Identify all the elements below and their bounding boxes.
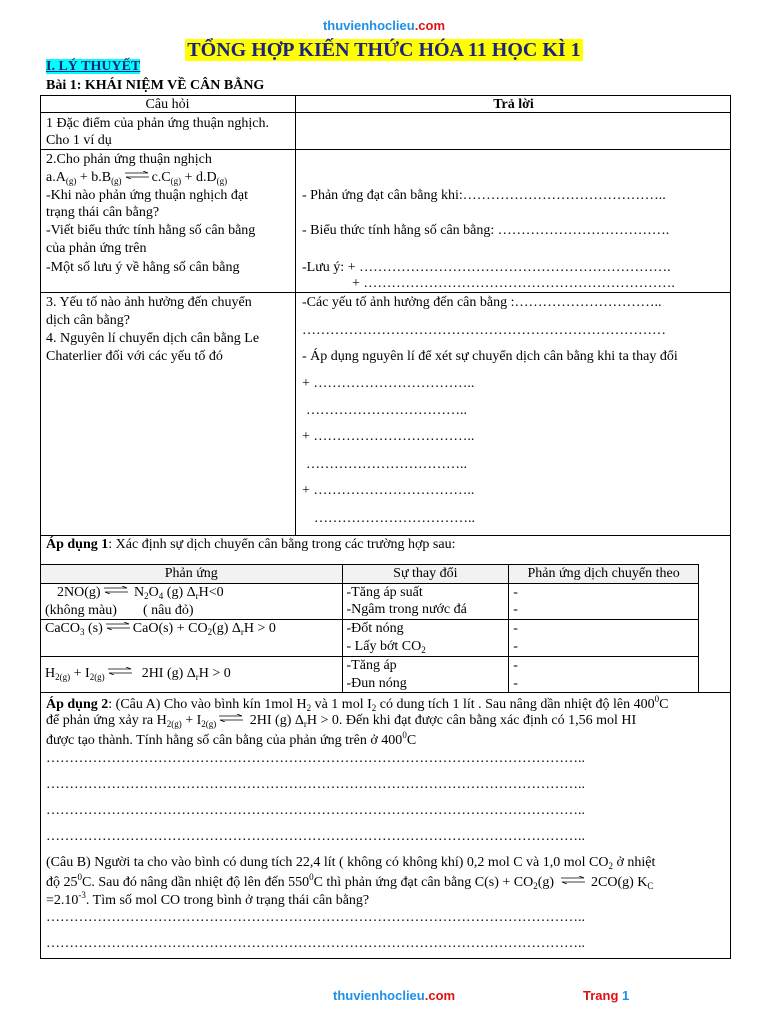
question-2-line: -Khi nào phản ứng thuận nghịch đạt: [46, 188, 248, 203]
site-header: [0, 18, 768, 34]
answer-2-line: - Biểu thức tính hằng số cân bằng: ……………………………….: [302, 223, 670, 238]
footer-site: thuvienhoclieu.com: [333, 988, 456, 1003]
answer-3-line: -Các yếu tố ảnh hưởng đến cân bằng :…………………………..: [302, 295, 662, 310]
equilibrium-arrow-icon: [105, 622, 131, 630]
apdung1-table: [40, 564, 699, 693]
section-heading: I. LÝ THUYẾT: [46, 59, 141, 74]
reaction-cell: $H_{2(g)} + I_{2(g)}$ 2HI (g) $\Delta_rH > 0$: [41, 657, 343, 693]
shift-cell: - -: [509, 657, 699, 693]
answer-3-line: ……………………………..: [306, 457, 467, 472]
table-header: Phản ứng dịch chuyển theo: [509, 565, 699, 584]
apdung2-line: được tạo thành. Tính hằng số cân bằng của phản ứng trên ở $400^0C$: [46, 730, 417, 748]
answer-3-line: + ……………………………..: [302, 483, 475, 498]
answer-dots: ……………………………………………………………………………………………………..: [46, 829, 585, 844]
shift-cell: - -: [509, 583, 699, 620]
shift-cell: - -: [509, 620, 699, 657]
apdung1-heading: Áp dụng 1: Xác định sự dịch chuyển cân bằng trong các trường hợp sau:: [46, 537, 456, 552]
page-title: TỔNG HỢP KIẾN THỨC HÓA 11 HỌC KÌ 1: [187, 39, 581, 61]
answer-3-line: - Áp dụng nguyên lí để xét sự chuyển dịch cân bằng khi ta thay đổi: [302, 349, 678, 364]
table-row: [41, 620, 699, 657]
equilibrium-arrow-icon: [124, 171, 150, 179]
answer-2-line: -Lưu ý: + ………………………………………………………….: [302, 260, 671, 275]
answer-3-line: ……………………………..: [306, 403, 467, 418]
answer-3-line: ……………………………………………………………………: [302, 323, 666, 338]
reaction-cell: 2NO(g) $N_2O_4$ (g) $\Delta_rH<0$ (không màu) ( nâu đỏ): [41, 583, 343, 620]
question-2-line: của phản ứng trên: [46, 241, 147, 256]
cauB-line: độ $25^0C$. Sau đó nâng dần nhiệt độ lên đến $550^0C$ thì phản ứng đạt cân bằng $C(s) + CO_2(g)$ 2CO(g) $K_C$: [46, 872, 654, 891]
site-name: thuvienhoclieu: [322, 18, 415, 33]
equilibrium-arrow-icon: [560, 876, 586, 884]
cauB-line: $=2.10^{-3}$. Tìm số mol CO trong bình ở trạng thái cân bằng?: [46, 890, 370, 908]
site-domain: .com: [414, 18, 446, 33]
table-header-row: [41, 565, 699, 584]
row-divider: [40, 149, 731, 150]
answer-dots: ……………………………………………………………………………………………………..: [46, 751, 585, 766]
page-number: Trang 1: [583, 988, 630, 1003]
question-2-line: trạng thái cân bằng?: [46, 205, 160, 220]
equilibrium-arrow-icon: [107, 667, 133, 675]
question-3-line: dịch cân bằng?: [46, 313, 130, 328]
question-4-line: Chaterlier đối với các yếu tố đó: [46, 349, 223, 364]
apdung2-line: để phản ứng xảy ra $H_{2(g)} + I_{2(g)}$ 2HI (g) $\Delta_rH > 0$. Đến khi đạt được cân bằng xác định có 1,56 mol HI: [46, 713, 637, 729]
reaction-cell: CaCO$_3$ (s) $CaO(s) + CO_2(g) \Delta_rH > 0$: [41, 620, 343, 657]
change-cell: -Tăng áp -Đun nóng: [342, 657, 509, 693]
question-2-line: -Viết biểu thức tính hằng số cân bằng: [46, 223, 256, 238]
answer-dots: ……………………………………………………………………………………………………..: [46, 777, 585, 792]
question-2-intro: 2.Cho phản ứng thuận nghịch: [46, 152, 212, 167]
answer-3-line: + ……………………………..: [302, 376, 475, 391]
answer-3-line: + ……………………………..: [302, 429, 475, 444]
answer-3-line: ……………………………..: [314, 511, 475, 526]
answer-dots: ……………………………………………………………………………………………………..: [46, 936, 585, 951]
question-4-line: 4. Nguyên lí chuyển dịch cân bằng Le: [46, 331, 260, 346]
question-1-line: Cho 1 ví dụ: [46, 133, 112, 148]
lesson-heading: Bài 1: KHÁI NIỆM VỀ CÂN BẰNG: [46, 78, 265, 93]
answer-dots: ……………………………………………………………………………………………………..: [46, 910, 585, 925]
table-header: Sự thay đổi: [342, 565, 509, 584]
answer-dots: ……………………………………………………………………………………………………..: [46, 803, 585, 818]
answer-2-line: - Phản ứng đạt cân bằng khi:……………………………………..: [302, 188, 666, 203]
table-row: [41, 657, 699, 693]
question-2-equation: $a.A_{(g)} + b.B_{(g)}$ $c.C_{(g)} + d.D_{(g)}$: [46, 170, 228, 186]
answer-2-line: + ………………………………………………………….: [352, 276, 675, 291]
change-cell: -Tăng áp suất -Ngâm trong nước đá: [342, 583, 509, 620]
column-header-question: Câu hỏi: [145, 97, 190, 112]
equilibrium-arrow-icon: [103, 586, 129, 594]
change-cell: -Đốt nóng - Lấy bớt $CO_2$: [342, 620, 509, 657]
apdung2-line: Áp dụng 2: (Câu A) Cho vào bình kín 1mol $H_2$ và 1 mol $I_2$ có dung tích 1 lít . Sau nâng dần nhiệt độ lên $400^0C$: [46, 694, 669, 713]
table-row: [41, 583, 699, 620]
question-2-line: -Một số lưu ý về hằng số cân bằng: [46, 260, 240, 275]
cauB-line: (Câu B) Người ta cho vào bình có dung tích 22,4 lít ( không có không khí) 0,2 mol C và 1,0 mol $CO_2$ ở nhiệt: [46, 855, 656, 871]
equilibrium-arrow-icon: [218, 714, 244, 722]
question-3-line: 3. Yếu tố nào ảnh hưởng đến chuyển: [46, 295, 252, 310]
table-header: Phản ứng: [41, 565, 343, 584]
question-1-line: 1 Đặc điểm của phản ứng thuận nghịch.: [46, 116, 269, 131]
column-header-answer: Trả lời: [493, 97, 534, 112]
column-divider: [295, 95, 296, 535]
